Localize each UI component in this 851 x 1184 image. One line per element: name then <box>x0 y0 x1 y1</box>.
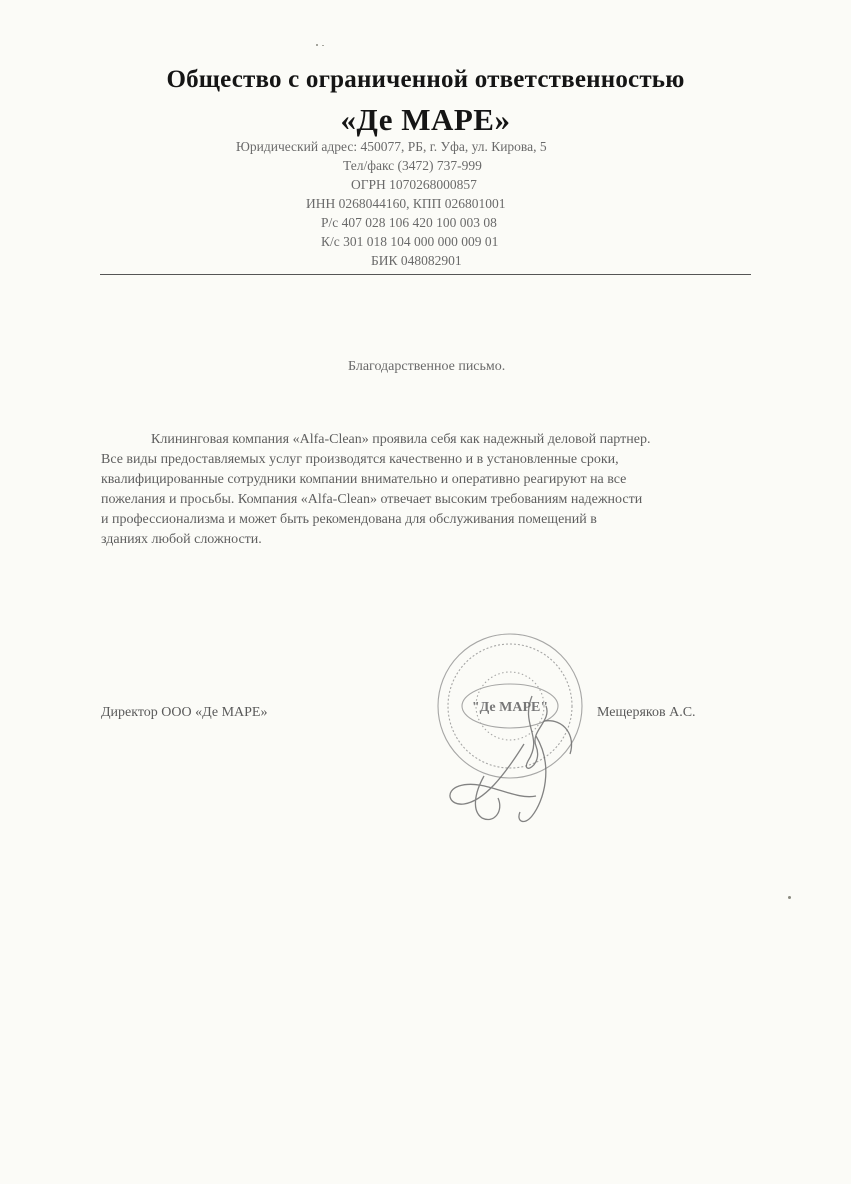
settlement-account: Р/с 407 028 106 420 100 003 08 <box>321 215 497 230</box>
ogrn: ОГРН 1070268000857 <box>351 177 477 192</box>
scan-speck <box>322 45 324 46</box>
body-line: пожелания и просьбы. Компания «Alfa-Clean» отвечает высоким требованиям надежности <box>101 492 643 507</box>
body-line: квалифицированные сотрудники компании внимательно и оперативно реагируют на все <box>101 472 627 487</box>
scan-speck <box>316 44 318 46</box>
seal-center-text: "Де МАРЕ" <box>471 700 549 715</box>
company-form-heading: Общество с ограниченной ответственностью <box>166 66 685 93</box>
body-line: зданиях любой сложности. <box>101 532 262 547</box>
signatory-position: Директор ООО «Де МАРЕ» <box>101 705 268 720</box>
seal-and-signature-graphic <box>424 626 594 836</box>
scan-speck <box>788 896 791 899</box>
correspondent-account: К/с 301 018 104 000 000 009 01 <box>321 234 499 249</box>
document-title: Благодарственное письмо. <box>348 359 506 374</box>
legal-address: Юридический адрес: 450077, РБ, г. Уфа, ул. Кирова, 5 <box>236 139 547 154</box>
signatory-name: Мещеряков А.С. <box>597 705 696 720</box>
body-line: Клининговая компания «Alfa-Clean» проявила себя как надежный деловой партнер. <box>151 432 651 447</box>
company-seal <box>424 626 594 836</box>
header-divider <box>100 274 751 275</box>
company-name-heading: «Де МАРЕ» <box>340 102 511 137</box>
body-line: Все виды предоставляемых услуг производятся качественно и в установленные сроки, <box>101 452 619 467</box>
inn-kpp: ИНН 0268044160, КПП 026801001 <box>306 196 506 211</box>
phone-fax: Тел/факс (3472) 737-999 <box>343 158 482 173</box>
body-line: и профессионализма и может быть рекомендована для обслуживания помещений в <box>101 512 597 527</box>
bik: БИК 048082901 <box>371 253 462 268</box>
